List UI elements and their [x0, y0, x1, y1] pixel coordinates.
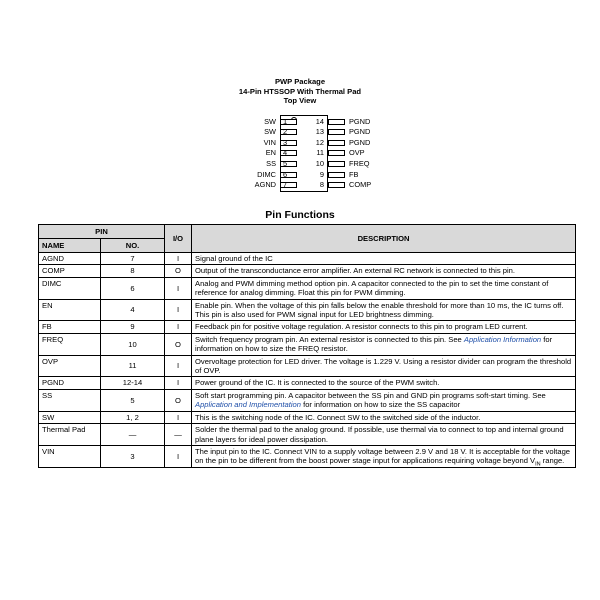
pin-number-cell: —	[101, 424, 165, 446]
description-cell	[192, 424, 576, 446]
table-row	[39, 321, 576, 333]
pin-name: VIN	[263, 137, 276, 147]
subscript-text: IN	[535, 461, 541, 468]
description-text: Solder the thermal pad to the analog ground. If possible, use thermal via to connect to top and internal ground plane layers for ideal power dissipation.	[195, 425, 564, 444]
io-cell: —	[165, 424, 192, 446]
table-row	[39, 389, 576, 411]
pin-number-cell: 9	[101, 321, 165, 333]
description-text: for information on how to size the FREQ resistor.	[195, 334, 553, 354]
io-cell: I	[165, 299, 192, 321]
no-header: NO.	[101, 239, 165, 253]
pin-name: PGND	[349, 137, 371, 147]
io-cell: I	[165, 355, 192, 377]
pin-lead	[328, 140, 345, 146]
pin-number: 13	[315, 127, 324, 137]
pin-name: SS	[266, 158, 276, 168]
pin-number: 8	[319, 180, 324, 190]
section-link[interactable]: Application and Implementation	[195, 400, 301, 410]
io-header: I/O	[165, 225, 192, 253]
pin-number: 7	[283, 180, 288, 190]
pin-name: FREQ	[349, 158, 370, 168]
pin-number-cell: 7	[101, 253, 165, 265]
pin-name: SW	[264, 116, 276, 126]
pin-lead	[328, 182, 345, 188]
pin-name-cell: COMP	[39, 265, 101, 277]
pin-name: PGND	[349, 127, 371, 137]
description-text: Overvoltage protection for LED driver. The voltage is 1.229 V. Using a resistor divider can program the threshold of OVP.	[195, 356, 572, 376]
pin-name: OVP	[349, 148, 365, 158]
description-text: Enable pin. When the voltage of this pin falls below the enable threshold for more than 10 ms, the IC turns off. This pin is also used for PWM signal input for LED brightness dimming.	[195, 300, 564, 320]
pin-functions-table	[38, 224, 576, 468]
package-title: PWP Package	[274, 77, 326, 86]
pin-name-cell: SS	[39, 389, 101, 411]
package-heading	[0, 77, 600, 106]
description-cell	[192, 389, 576, 411]
pin-name-cell: OVP	[39, 355, 101, 377]
table-row	[39, 333, 576, 355]
section-link[interactable]: Application Information	[463, 334, 542, 344]
description-cell	[192, 411, 576, 423]
pin-number: 14	[315, 116, 324, 126]
pin-number: 5	[283, 158, 288, 168]
pin-name-cell: VIN	[39, 445, 101, 467]
pin-name-cell: AGND	[39, 253, 101, 265]
description-text: Power ground of the IC. It is connected to the source of the PWM switch.	[195, 378, 440, 388]
io-cell: I	[165, 411, 192, 423]
table-row	[39, 411, 576, 423]
table-row	[39, 299, 576, 321]
right-pin	[328, 180, 398, 190]
table-body	[39, 253, 576, 468]
package-view: Top View	[283, 96, 317, 106]
pin-name: SW	[264, 127, 276, 137]
description-cell	[192, 277, 576, 299]
pin-lead	[328, 119, 345, 125]
right-pin	[328, 127, 398, 137]
description-text: Feedback pin for positive voltage regulation. A resistor connects to this pin to program LED current.	[195, 322, 528, 332]
pin-number: 12	[315, 137, 324, 147]
pin-group-header: PIN	[39, 225, 165, 239]
pin-number-cell: 3	[101, 445, 165, 467]
description-cell	[192, 299, 576, 321]
io-cell: I	[165, 277, 192, 299]
table-row	[39, 277, 576, 299]
description-cell	[192, 377, 576, 389]
description-text: Output of the transconductance error amplifier. An external RC network is connected to this pin.	[195, 266, 515, 276]
pin-name: AGND	[254, 180, 276, 190]
pin-number-cell: 4	[101, 299, 165, 321]
description-text: Analog and PWM dimming method option pin. A capacitor connected to the pin to set the time constant of reference for analog dimming. Float this pin for PWM dimming.	[195, 278, 549, 298]
pin-name: DIMC	[257, 169, 276, 179]
right-pin	[328, 117, 398, 127]
description-text: This is the switching node of the IC. Connect SW to the switched side of the inductor.	[195, 412, 481, 422]
pin-number: 6	[283, 169, 288, 179]
pin-name-cell: Thermal Pad	[39, 424, 101, 446]
right-pin	[328, 148, 398, 158]
description-text: Switch frequency program pin. An external resistor is connected to this pin. See	[195, 334, 464, 344]
pin-number-cell: 12-14	[101, 377, 165, 389]
description-text: Soft start programming pin. A capacitor between the SS pin and GND pin programs soft-start timing. See	[195, 390, 546, 400]
package-subtitle: 14-Pin HTSSOP With Thermal Pad	[238, 86, 362, 96]
io-cell: O	[165, 265, 192, 277]
right-pin	[328, 170, 398, 180]
description-cell	[192, 355, 576, 377]
pin-number: 4	[283, 148, 288, 158]
table-row	[39, 253, 576, 265]
pin-name-cell: SW	[39, 411, 101, 423]
pin-name-cell: EN	[39, 299, 101, 321]
section-title: Pin Functions	[265, 209, 335, 221]
description-header: DESCRIPTION	[192, 225, 576, 253]
pin-number: 10	[315, 158, 324, 168]
io-cell: I	[165, 445, 192, 467]
io-cell: I	[165, 321, 192, 333]
io-cell: O	[165, 333, 192, 355]
description-cell	[192, 321, 576, 333]
description-cell	[192, 445, 576, 467]
name-header: NAME	[39, 239, 101, 253]
pin-name-cell: PGND	[39, 377, 101, 389]
description-cell	[192, 265, 576, 277]
pin-name: PGND	[349, 116, 371, 126]
pin-lead	[328, 172, 345, 178]
pin-name: COMP	[349, 180, 372, 190]
description-text: The input pin to the IC. Connect VIN to a supply voltage between 2.9 V and 18 V. It is acceptable for the voltage on the pin to be different from the boost power stage input for applications requiring voltage beyond V	[195, 446, 571, 466]
right-pin	[328, 138, 398, 148]
pin-number-cell: 8	[101, 265, 165, 277]
pin-number: 11	[316, 148, 324, 158]
pin-name-cell: DIMC	[39, 277, 101, 299]
pin-name-cell: FB	[39, 321, 101, 333]
pin-number: 3	[283, 137, 288, 147]
io-cell: I	[165, 377, 192, 389]
description-cell	[192, 253, 576, 265]
pin-number: 2	[283, 127, 288, 137]
table-row	[39, 424, 576, 446]
pin-number-cell: 11	[101, 355, 165, 377]
pin-lead	[328, 161, 345, 167]
pin-lead	[328, 129, 345, 135]
pin-number-cell: 1, 2	[101, 411, 165, 423]
table-row	[39, 355, 576, 377]
description-cell	[192, 333, 576, 355]
pin-lead	[328, 150, 345, 156]
pin-number-cell: 5	[101, 389, 165, 411]
pin-number-cell: 6	[101, 277, 165, 299]
pin-number-cell: 10	[101, 333, 165, 355]
pin-name: EN	[265, 148, 276, 158]
pin-name: FB	[349, 169, 359, 179]
io-cell: I	[165, 253, 192, 265]
pin-name-cell: FREQ	[39, 333, 101, 355]
pin-number: 9	[319, 169, 324, 179]
description-text: for information on how to size the SS capacitor	[300, 400, 461, 410]
table-row	[39, 377, 576, 389]
io-cell: O	[165, 389, 192, 411]
description-text: Signal ground of the IC	[195, 254, 273, 263]
table-row	[39, 265, 576, 277]
description-text: range.	[540, 456, 565, 466]
pin-number: 1	[283, 116, 288, 126]
table-row	[39, 445, 576, 467]
right-pin	[328, 159, 398, 169]
